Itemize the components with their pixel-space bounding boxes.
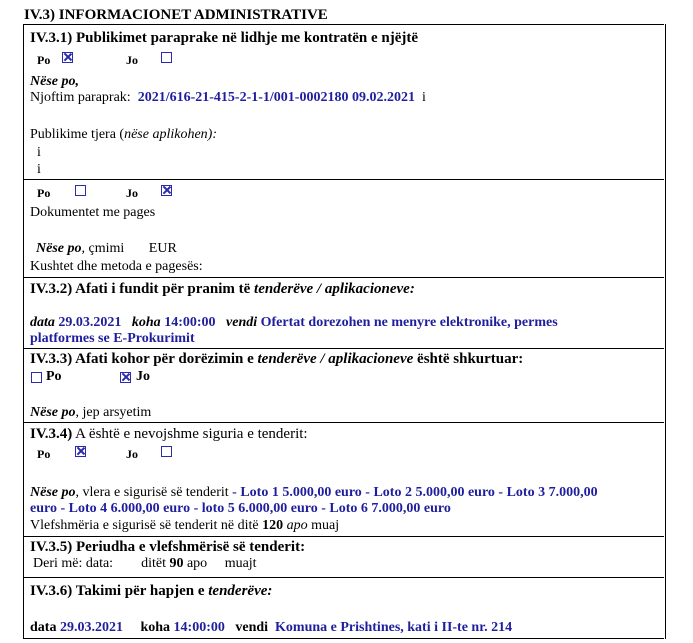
jo-checkbox-4[interactable] [161,446,172,457]
heading-publikimet: IV.3.1) Publikimet paraprake në lidhje me kontratën e njëjtë [30,30,419,46]
jo-label: Jo [126,53,138,67]
section-divider [23,422,664,423]
afati-line: data 29.03.2021 koha 14:00:00 vendi Ofertat dorezohen ne menyre elektronike, permes [30,315,558,330]
section-divider [23,536,664,537]
jo-checkbox-3-checked[interactable] [120,372,131,383]
publikime-item-2: i [37,162,41,177]
dokumentet-label: Dokumentet me pages [30,205,156,220]
heading-shkurtuar: IV.3.3) Afati kohor për dorëzimin e tenderëve / aplikacioneve është shkurtuar: [30,351,524,367]
afati-vendi-line2: platformes se E-Prokurimit [30,331,195,346]
po-label-4: Po [37,447,51,461]
bottom-border [23,638,664,639]
jo-label-4: Jo [126,447,138,461]
siguria-loto-line2: euro - Loto 4 6.000,00 euro - loto 5 6.000,00 euro - Loto 6 7.000,00 euro [30,501,451,516]
vlefshmeria-line: Vlefshmëria e sigurisë së tenderit në ditë 120 apo muaj [30,518,340,533]
nese-po-label: Nëse po, [30,74,79,89]
siguria-vlera-line: Nëse po, vlera e sigurisë së tenderit - Loto 1 5.000,00 euro - Loto 2 5.000,00 euro - Loto 3 7.000,00 [30,485,598,500]
arsyetim-line: Nëse po, jep arsyetim [30,405,152,420]
po-label: Po [37,53,51,67]
takimi-line: data 29.03.2021 koha 14:00:00 vendi Komuna e Prishtines, kati i II-te nr. 214 [30,620,513,635]
po-checkbox-2[interactable] [75,185,86,196]
jo-label-3: Jo [136,369,150,384]
periudha-line: Deri më: data: ditët 90 apo muajt [33,556,257,571]
po-checkbox-checked[interactable] [62,52,73,63]
heading-takimi: IV.3.6) Takimi për hapjen e tenderëve: [30,583,273,599]
publikime-tjera-label: Publikime tjera (nëse aplikohen): [30,127,218,142]
po-label-2: Po [37,186,51,200]
section-divider [23,277,664,278]
jo-checkbox[interactable] [161,52,172,63]
section-divider [23,179,664,180]
section-divider [23,348,664,349]
kushtet-label: Kushtet dhe metoda e pagesës: [30,259,203,274]
po-checkbox-3[interactable] [31,372,42,383]
njoftim-value: 2021/616-21-415-2-1-1/001-0002180 09.02.2021 [137,90,415,105]
njoftim-label: Njoftim paraprak: 2021/616-21-415-2-1-1/001-0002180 09.02.2021 i [30,90,426,105]
section-divider [23,24,664,25]
jo-label-2: Jo [126,186,138,200]
jo-checkbox-2-checked[interactable] [161,185,172,196]
po-checkbox-4-checked[interactable] [75,446,86,457]
heading-periudha: IV.3.5) Periudha e vlefshmërisë së tenderit: [30,539,306,555]
section-divider [23,577,664,578]
po-label-3: Po [46,369,62,384]
publikime-item-1: i [37,145,41,160]
cmimi-line: Nëse po, çmimi EUR [36,241,177,256]
heading-afati: IV.3.2) Afati i fundit për pranim të tenderëve / aplikacioneve: [30,281,415,297]
heading-siguria: IV.3.4) A është e nevojshme siguria e tenderit: [30,426,308,442]
section-title: IV.3) INFORMACIONET ADMINISTRATIVE [24,7,328,23]
